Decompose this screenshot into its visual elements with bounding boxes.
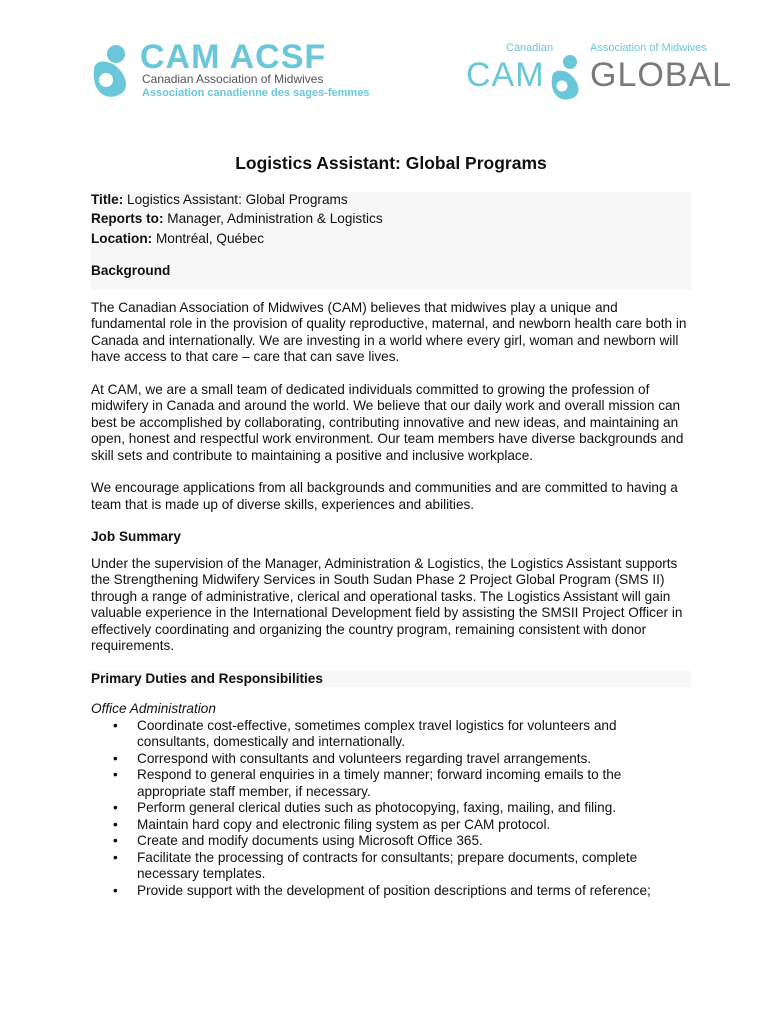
list-item-text: Respond to general enquiries in a timely manner; forward incoming emails to the appropriate staff member, if necessary. <box>137 767 622 799</box>
background-paragraph: We encourage applications from all backgrounds and communities and are committed to having a team that is made up of diverse skills, experiences and abilities. <box>91 480 678 512</box>
logo-french-name: Association canadienne des sages-femmes <box>142 87 370 99</box>
list-item-text: Coordinate cost-effective, sometimes complex travel logistics for volunteers and consultants, domestically and internationally. <box>137 717 617 749</box>
list-item <box>113 750 691 768</box>
list-item <box>113 816 691 834</box>
background-heading: Background <box>91 263 171 278</box>
meta-title-row <box>91 192 691 209</box>
list-item-text: Maintain hard copy and electronic filing system as per CAM protocol. <box>137 816 551 832</box>
list-item <box>113 882 691 900</box>
background-paragraph: At CAM, we are a small team of dedicated individuals committed to growing the profession of midwifery in Canada and around the world. We believe that our daily work and overall mission can best be accomplished by collaborating, contributing innovative and new ideas, and maintaining an open, honest and respectful work environment. Our team members have diverse backgrounds and skill sets and contribute to maintaining a positive and inclusive workplace. <box>91 381 684 463</box>
list-item-text: Correspond with consultants and volunteers regarding travel arrangements. <box>137 750 592 766</box>
list-item-text: Create and modify documents using Microsoft Office 365. <box>137 833 483 848</box>
page-title: Logistics Assistant: Global Programs <box>235 153 547 173</box>
bullet-icon: • <box>113 849 118 865</box>
list-item <box>113 767 691 800</box>
background-paragraph: The Canadian Association of Midwives (CAM) believes that midwives play a unique and fundamental role in the provision of quality reproductive, maternal, and newborn health care both in Canada and internationally. We are investing in a world where every girl, woman and newborn will have access to that care – care that can save lives. <box>91 299 687 364</box>
mother-child-logo-icon <box>88 40 138 100</box>
bullet-icon: • <box>113 800 118 815</box>
logo-association-label: Association of Midwives <box>590 42 707 54</box>
meta-location-row <box>91 231 691 248</box>
bullet-icon: • <box>113 833 118 848</box>
duties-heading: Primary Duties and Responsibilities <box>91 671 691 688</box>
meta-label: Location: <box>91 230 153 246</box>
office-administration-list <box>91 718 691 900</box>
list-item-text: Perform general clerical duties such as photocopying, faxing, mailing, and filing. <box>137 800 617 815</box>
meta-value: Logistics Assistant: Global Programs <box>123 191 348 207</box>
job-posting-document <box>91 155 691 899</box>
meta-label: Title: <box>91 191 124 207</box>
job-summary-paragraph: Under the supervision of the Manager, Administration & Logistics, the Logistics Assistant supports the Strengthening Midwifery Services in South Sudan Phase 2 Project Global Program (SMS II) through a range of administrative, clerical and operational tasks. The Logistics Assistant will gain valuable experience in the International Development field by assisting the SMSII Project Officer in effectively coordinating and organizing the country program, remaining consistent with donor requirements. <box>91 555 683 653</box>
cam-acsf-wordmark: CAM ACSF <box>140 38 327 76</box>
bullet-icon: • <box>113 750 118 766</box>
bullet-icon: • <box>113 882 118 898</box>
meta-label: Reports to: <box>91 211 164 226</box>
list-item-text: Facilitate the processing of contracts for consultants; prepare documents, complete necessary templates. <box>137 849 638 881</box>
job-meta-block <box>91 192 691 290</box>
meta-value: Montréal, Québec <box>152 230 265 246</box>
office-administration-label: Office Administration <box>91 701 216 716</box>
logo-canadian-label: Canadian <box>506 42 554 54</box>
bullet-icon: • <box>113 816 118 832</box>
cam-global-logo <box>462 42 732 100</box>
meta-reports-row <box>91 211 691 228</box>
meta-value: Manager, Administration & Logistics <box>163 211 383 226</box>
mother-child-logo-icon <box>548 52 588 102</box>
list-item <box>113 849 691 883</box>
job-summary-heading: Job Summary <box>91 529 181 544</box>
bullet-icon: • <box>113 717 118 733</box>
logo-cam-word: CAM <box>466 56 545 94</box>
logo-english-name: Canadian Association of Midwives <box>142 72 324 86</box>
cam-acsf-logo <box>88 40 378 102</box>
list-item <box>113 833 691 850</box>
list-item <box>113 717 691 751</box>
bullet-icon: • <box>113 767 118 782</box>
list-item <box>113 800 691 817</box>
list-item-text: Provide support with the development of position descriptions and terms of reference; <box>137 882 651 898</box>
logo-global-word: GLOBAL <box>590 56 733 94</box>
